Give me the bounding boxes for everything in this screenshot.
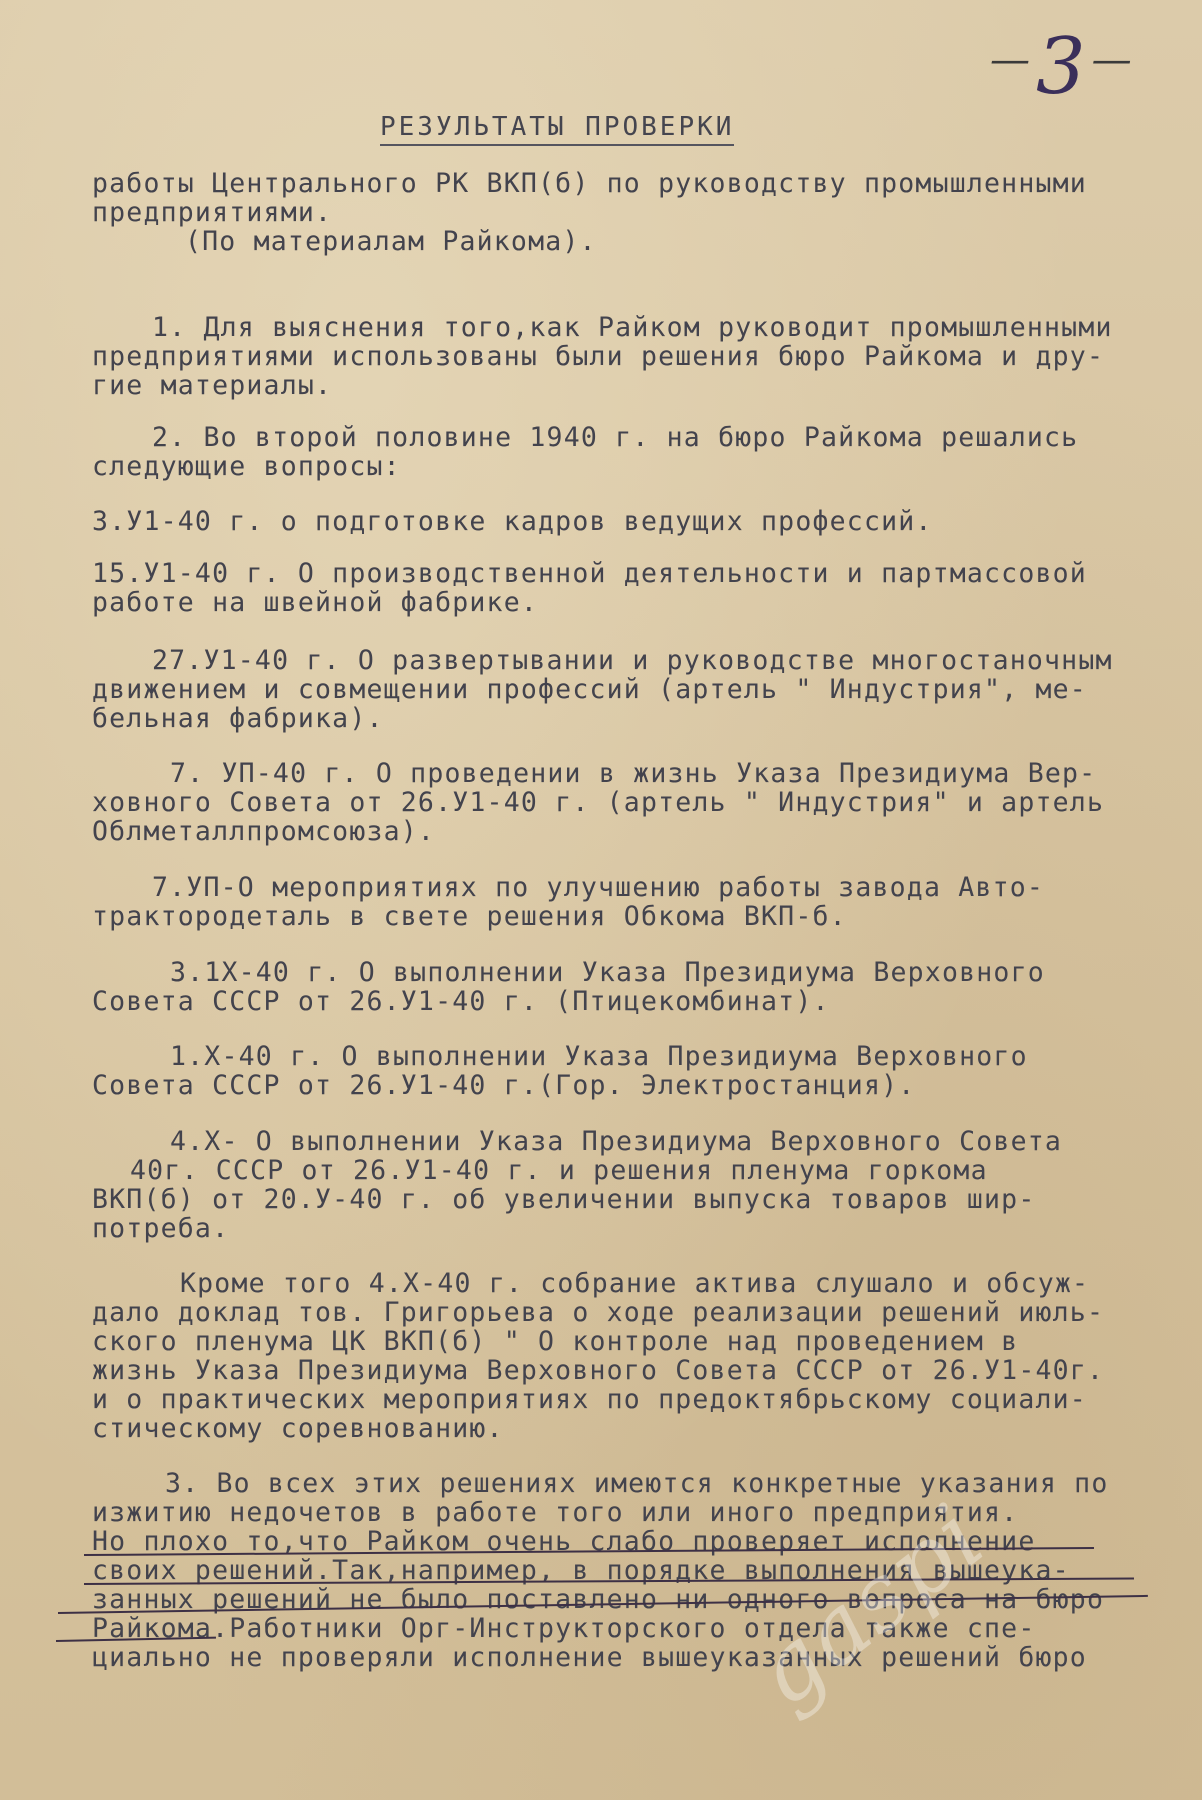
text-line: Облметаллпромсоюза). bbox=[92, 816, 436, 847]
document-title: РЕЗУЛЬТАТЫ ПРОВЕРКИ bbox=[380, 112, 734, 146]
text-line: ВКП(б) от 20.У-40 г. об увеличении выпуска товаров шир- bbox=[92, 1184, 1036, 1215]
page-number bbox=[990, 22, 1138, 112]
page-number-value: 3 bbox=[1036, 22, 1092, 112]
text-line: работе на швейной фабрике. bbox=[92, 587, 539, 618]
page-number-dash-right: — bbox=[1091, 37, 1138, 83]
text-line: трактородеталь в свете решения Обкома ВКП-б. bbox=[92, 901, 847, 932]
text-line: изжитию недочетов в работе того или иного предприятия. bbox=[92, 1497, 1019, 1528]
text-line: Совета СССР от 26.У1-40 г. (Птицекомбинат). bbox=[92, 986, 830, 1017]
subtitle-line: (По материалам Райкома). bbox=[185, 226, 597, 257]
text-line: 1.Х-40 г. О выполнении Указа Президиума Верховного bbox=[170, 1041, 1028, 1072]
text-line: 27.У1-40 г. О развертывании и руководстве многостаночным bbox=[152, 645, 1113, 676]
text-line: 15.У1-40 г. О производственной деятельности и партмассовой bbox=[92, 558, 1087, 589]
text-line: Кроме того 4.Х-40 г. собрание актива слушало и обсуж- bbox=[180, 1268, 1090, 1299]
text-line: циально не проверяли исполнение вышеуказанных решений бюро bbox=[92, 1642, 1087, 1673]
text-line: стическому соревнованию. bbox=[92, 1413, 504, 1444]
text-line: ховного Совета от 26.У1-40 г. (артель " Индустрия" и артель bbox=[92, 787, 1105, 818]
text-line: следующие вопросы: bbox=[92, 451, 401, 482]
text-line: гие материалы. bbox=[92, 370, 333, 401]
text-line: Райкома.Работники Орг-Инструкторского отдела также спе- bbox=[92, 1613, 1036, 1644]
text-line: 40г. СССР от 26.У1-40 г. и решения пленума горкома bbox=[130, 1155, 988, 1186]
text-line: 1. Для выяснения того,как Райком руководит промышленными bbox=[152, 312, 1113, 343]
text-line: 3.1Х-40 г. О выполнении Указа Президиума Верховного bbox=[170, 957, 1045, 988]
page-number-dash-left: — bbox=[990, 37, 1036, 83]
text-line: ского пленума ЦК ВКП(б) " О контроле над проведением в bbox=[92, 1326, 1019, 1357]
subtitle-line: работы Центрального РК ВКП(б) по руководству промышленными bbox=[92, 168, 1087, 199]
text-line: бельная фабрика). bbox=[92, 703, 384, 734]
text-line: и о практических мероприятиях по предоктябрьскому социали- bbox=[92, 1384, 1087, 1415]
text-line: дало доклад тов. Григорьева о ходе реализации решений июль- bbox=[92, 1297, 1105, 1328]
text-line: 3.У1-40 г. о подготовке кадров ведущих профессий. bbox=[92, 506, 933, 537]
text-line: 4.Х- О выполнении Указа Президиума Верховного Совета bbox=[170, 1126, 1063, 1157]
text-line: своих решений.Так,например, в порядке выполнения вышеука- bbox=[92, 1555, 1070, 1586]
text-line: Но плохо то,что Райком очень слабо проверяет исполнение bbox=[92, 1526, 1036, 1557]
text-line: движением и совмещении профессий (артель " Индустрия", ме- bbox=[92, 674, 1087, 705]
text-line: потреба. bbox=[92, 1213, 230, 1244]
text-line: 7. УП-40 г. О проведении в жизнь Указа Президиума Вер- bbox=[170, 758, 1097, 789]
text-line: 3. Во всех этих решениях имеются конкретные указания по bbox=[165, 1468, 1109, 1499]
text-line: 7.УП-О мероприятиях по улучшению работы завода Авто- bbox=[152, 872, 1045, 903]
text-line: занных решений не было поставлено ни одного вопроса на бюро bbox=[92, 1584, 1105, 1615]
subtitle-line: предприятиями. bbox=[92, 197, 333, 228]
text-line: предприятиями использованы были решения бюро Райкома и дру- bbox=[92, 341, 1105, 372]
text-line: Совета СССР от 26.У1-40 г.(Гор. Электростанция). bbox=[92, 1070, 916, 1101]
archive-watermark: gaspi bbox=[734, 1483, 1005, 1727]
text-line: жизнь Указа Президиума Верховного Совета СССР от 26.У1-40г. bbox=[92, 1355, 1105, 1386]
text-line: 2. Во второй половине 1940 г. на бюро Райкома решались bbox=[152, 422, 1079, 453]
